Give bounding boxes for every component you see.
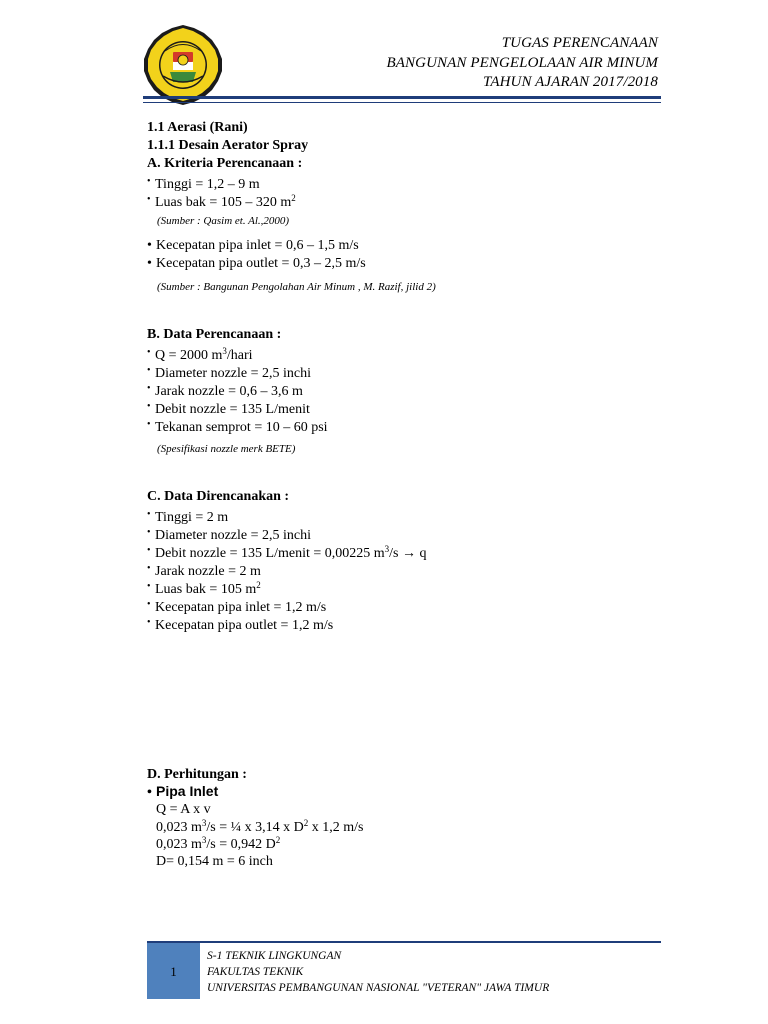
bullet: • — [147, 238, 152, 253]
document-footer — [207, 948, 549, 996]
list-item: • Kecepatan pipa inlet = 0,6 – 1,5 m/s — [147, 238, 359, 253]
list-item: • Diameter nozzle = 2,5 inchi — [147, 524, 311, 544]
list-item: • Debit nozzle = 135 L/menit — [147, 398, 310, 418]
section-a-title: A. Kriteria Perencanaan : — [147, 156, 303, 171]
bullet: • — [147, 785, 152, 800]
pipa-inlet-heading: • Pipa Inlet — [147, 783, 219, 800]
header-line-3: TAHUN AJARAN 2017/2018 — [483, 74, 658, 90]
bullet: • — [147, 419, 151, 430]
list-item: • Tinggi = 1,2 – 9 m — [147, 173, 260, 193]
list-item: • Kecepatan pipa outlet = 0,3 – 2,5 m/s — [147, 256, 366, 271]
list-item: • Diameter nozzle = 2,5 inchi — [147, 362, 311, 382]
bullet: • — [147, 383, 151, 394]
header-rule-thin — [143, 102, 661, 103]
bullet: • — [147, 509, 151, 520]
university-logo — [143, 24, 223, 106]
header-line-1: TUGAS PERENCANAAN — [501, 35, 658, 51]
bullet: • — [147, 563, 151, 574]
list-item: • Jarak nozzle = 0,6 – 3,6 m — [147, 380, 303, 400]
section-d-title: D. Perhitungan : — [147, 767, 247, 782]
section-c-title: C. Data Direncanakan : — [147, 489, 290, 504]
footer-line-2: FAKULTAS TEKNIK — [207, 966, 304, 978]
bullet: • — [147, 527, 151, 538]
equation-line: Q = A x v — [156, 802, 211, 817]
equation-line: 0,023 $m^3/s$ = ¼ x 3,14 x $D^2$ x 1,2 m/s — [156, 818, 364, 835]
bullet: • — [147, 347, 151, 358]
bullet: • — [147, 617, 151, 628]
list-item: • Debit nozzle = 135 L/menit = 0,00225 $m^3/s \to q$ — [147, 544, 427, 561]
footer-line-3: UNIVERSITAS PEMBANGUNAN NASIONAL "VETERAN" JAWA TIMUR — [207, 982, 550, 994]
footer-line-1: S-1 TEKNIK LINGKUNGAN — [207, 950, 342, 962]
equation-line: D= 0,154 m = 6 inch — [156, 854, 273, 869]
source-citation: (Sumber : Qasim et. Al.,2000) — [157, 215, 290, 227]
list-item: • Tinggi = 2 m — [147, 506, 228, 526]
bullet: • — [147, 194, 151, 205]
page-number-box — [147, 943, 200, 999]
heading-1-1-1: 1.1.1 Desain Aerator Spray — [147, 138, 309, 153]
list-item: • Luas bak = 105 – 320 $m^2$ — [147, 193, 296, 210]
bullet: • — [147, 581, 151, 592]
source-citation: (Spesifikasi nozzle merk BETE) — [157, 443, 296, 455]
list-item: • Jarak nozzle = 2 m — [147, 560, 261, 580]
list-item: • Tekanan semprot = 10 – 60 psi — [147, 416, 328, 436]
source-citation: (Sumber : Bangunan Pengolahan Air Minum , M. Razif, jilid 2) — [157, 281, 436, 293]
header-rule — [143, 96, 661, 99]
equation-line: 0,023 $m^3/s = 0,942$ $D^2$ — [156, 835, 281, 852]
document-header — [387, 34, 658, 93]
section-b-title: B. Data Perencanaan : — [147, 327, 282, 342]
header-line-2: BANGUNAN PENGELOLAAN AIR MINUM — [386, 54, 658, 71]
bullet: • — [147, 401, 151, 412]
footer-rule — [147, 941, 661, 943]
bullet: • — [147, 599, 151, 610]
bullet: • — [147, 176, 151, 187]
bullet: • — [147, 365, 151, 376]
list-item: • Kecepatan pipa inlet = 1,2 m/s — [147, 596, 326, 616]
list-item: • Q = 2000 $m^3$/hari — [147, 346, 253, 363]
list-item: • Kecepatan pipa outlet = 1,2 m/s — [147, 614, 333, 634]
page-number: 1 — [170, 964, 177, 979]
bullet: • — [147, 545, 151, 556]
bullet: • — [147, 256, 152, 271]
list-item: • Luas bak = 105 $m^2$ — [147, 580, 261, 597]
heading-1-1: 1.1 Aerasi (Rani) — [147, 120, 248, 135]
